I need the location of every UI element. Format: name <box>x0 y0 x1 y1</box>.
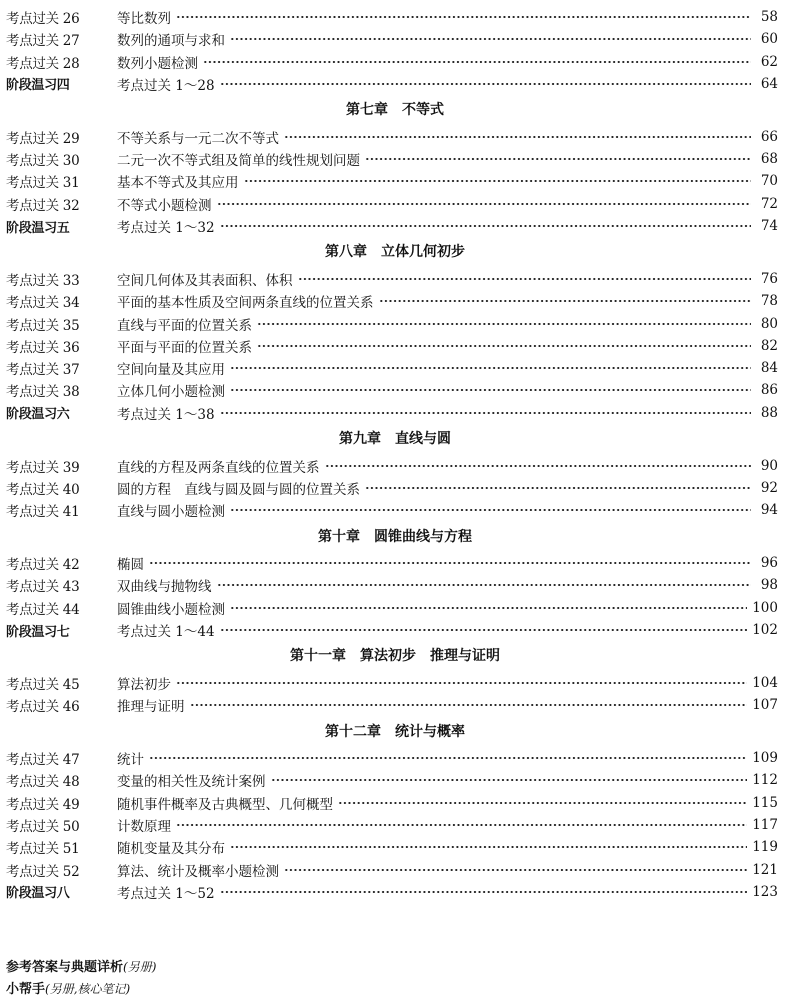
entry-label: 阶段温习五 <box>6 220 70 236</box>
review-entry[interactable] <box>6 74 778 94</box>
toc-entry[interactable] <box>6 380 778 400</box>
entry-title: 考点过关 1～32 <box>117 220 215 236</box>
entry-label: 考点过关 52 <box>6 863 80 880</box>
entry-page-number: 100 <box>752 599 778 616</box>
dot-leader <box>284 136 751 138</box>
entry-page-number: 94 <box>760 502 778 519</box>
entry-title: 考点过关 1～52 <box>117 885 215 902</box>
entry-title: 立体几何小题检测 <box>117 384 225 401</box>
entry-page-number: 117 <box>752 817 778 833</box>
chapter-heading: 第七章 不等式 <box>346 102 444 119</box>
dot-leader <box>271 779 748 781</box>
entry-label: 考点过关 38 <box>6 384 80 401</box>
dot-leader <box>379 300 752 302</box>
toc-entry[interactable] <box>6 194 778 214</box>
entry-label: 考点过关 47 <box>6 752 80 769</box>
entry-label: 考点过关 28 <box>6 55 80 72</box>
entry-title: 空间向量及其应用 <box>117 362 225 379</box>
entry-label: 考点过关 27 <box>6 33 80 50</box>
dot-leader <box>217 203 752 205</box>
toc-entry[interactable] <box>6 149 778 169</box>
entry-page-number: 74 <box>760 218 778 234</box>
entry-page-number: 66 <box>760 128 778 145</box>
toc-entry[interactable] <box>6 29 778 49</box>
dot-leader <box>220 891 748 893</box>
dot-leader <box>149 757 747 759</box>
entry-page-number: 58 <box>760 9 778 25</box>
toc-entry[interactable] <box>6 575 778 595</box>
dot-leader <box>220 83 751 85</box>
dot-leader <box>257 323 751 325</box>
entry-label: 考点过关 26 <box>6 11 80 27</box>
dot-leader <box>230 846 747 848</box>
entry-label: 考点过关 36 <box>6 339 80 356</box>
entry-label: 考点过关 39 <box>6 459 80 476</box>
dot-leader <box>338 802 747 804</box>
entry-title: 变量的相关性及统计案例 <box>117 774 266 791</box>
toc-entry[interactable] <box>6 52 778 72</box>
dot-leader <box>190 704 748 706</box>
entry-label: 阶段温习四 <box>6 78 70 94</box>
entry-title: 算法初步 <box>117 676 171 693</box>
dot-leader <box>365 487 751 489</box>
entry-label: 阶段温习八 <box>6 886 70 902</box>
entry-title: 不等式小题检测 <box>117 197 212 214</box>
toc-entry[interactable] <box>6 770 778 790</box>
entry-page-number: 98 <box>760 577 778 594</box>
dot-leader <box>257 345 751 347</box>
dot-leader <box>149 562 751 564</box>
entry-page-number: 84 <box>760 360 778 377</box>
answers-note <box>6 958 156 976</box>
dot-leader <box>365 158 751 160</box>
dot-leader <box>230 607 747 609</box>
entry-page-number: 76 <box>760 270 778 287</box>
entry-label: 考点过关 30 <box>6 153 80 170</box>
entry-page-number: 78 <box>760 293 778 310</box>
dot-leader <box>176 682 747 684</box>
entry-page-number: 115 <box>752 794 778 811</box>
dot-leader <box>230 389 751 391</box>
toc-entry[interactable] <box>6 7 778 27</box>
dot-leader <box>230 509 751 511</box>
entry-title: 直线与圆小题检测 <box>117 504 225 521</box>
entry-label: 考点过关 46 <box>6 699 80 716</box>
footer-title: 小帮手 <box>6 982 46 997</box>
dot-leader <box>230 367 751 369</box>
entry-title: 双曲线与抛物线 <box>117 579 212 596</box>
entry-page-number: 88 <box>760 404 778 421</box>
entry-page-number: 96 <box>760 555 778 572</box>
toc-entry[interactable] <box>6 269 778 289</box>
review-entry[interactable] <box>6 882 778 902</box>
entry-label: 考点过关 29 <box>6 130 80 147</box>
entry-page-number: 119 <box>752 839 778 856</box>
entry-label: 考点过关 42 <box>6 557 80 574</box>
entry-title: 椭圆 <box>117 557 144 574</box>
entry-title: 直线的方程及两条直线的位置关系 <box>117 459 320 476</box>
dot-leader <box>176 16 751 18</box>
dot-leader <box>217 584 752 586</box>
entry-page-number: 68 <box>760 151 778 168</box>
toc-entry[interactable] <box>6 314 778 334</box>
entry-label: 考点过关 35 <box>6 317 80 334</box>
toc-entry[interactable] <box>6 456 778 476</box>
entry-title: 考点过关 1～28 <box>117 77 215 94</box>
entry-title: 推理与证明 <box>117 699 185 716</box>
entry-title: 算法、统计及概率小题检测 <box>117 863 279 880</box>
entry-title: 随机事件概率及古典概型、几何概型 <box>117 796 333 813</box>
entry-page-number: 112 <box>752 772 778 789</box>
entry-title: 空间几何体及其表面积、体积 <box>117 272 293 289</box>
entry-title: 基本不等式及其应用 <box>117 175 239 192</box>
dot-leader <box>220 412 751 414</box>
entry-label: 考点过关 51 <box>6 841 80 858</box>
dot-leader <box>220 225 751 227</box>
dot-leader <box>176 824 747 826</box>
entry-page-number: 109 <box>752 750 778 767</box>
entry-page-number: 121 <box>752 861 778 878</box>
entry-title: 圆的方程 直线与圆及圆与圆的位置关系 <box>117 481 360 498</box>
review-entry[interactable] <box>6 216 778 236</box>
toc-entry[interactable] <box>6 171 778 191</box>
entry-label: 考点过关 44 <box>6 601 80 618</box>
entry-label: 考点过关 40 <box>6 481 80 498</box>
dot-leader <box>230 38 751 40</box>
entry-title: 二元一次不等式组及简单的线性规划问题 <box>117 153 360 170</box>
entry-title: 随机变量及其分布 <box>117 841 225 858</box>
footer-title: 参考答案与典题详析 <box>6 960 124 975</box>
footer-note: (另册) <box>123 960 157 974</box>
entry-title: 圆锥曲线小题检测 <box>117 601 225 618</box>
entry-page-number: 104 <box>752 674 778 691</box>
entry-label: 考点过关 37 <box>6 362 80 379</box>
entry-page-number: 86 <box>760 382 778 399</box>
toc-entry[interactable] <box>6 860 778 880</box>
chapter-heading: 第十一章 算法初步 推理与证明 <box>290 648 500 665</box>
entry-label: 阶段温习七 <box>6 624 70 640</box>
dot-leader <box>284 869 747 871</box>
entry-page-number: 123 <box>752 883 778 900</box>
entry-label: 考点过关 45 <box>6 676 80 693</box>
entry-title: 等比数列 <box>117 11 171 27</box>
toc-entry[interactable] <box>6 553 778 573</box>
toc-entry[interactable] <box>6 815 778 835</box>
entry-label: 考点过关 43 <box>6 579 80 596</box>
dot-leader <box>220 629 748 631</box>
dot-leader <box>203 61 751 63</box>
entry-title: 直线与平面的位置关系 <box>117 317 252 334</box>
toc-entry[interactable] <box>6 598 778 618</box>
toc-entry[interactable] <box>6 478 778 498</box>
entry-label: 考点过关 48 <box>6 774 80 791</box>
toc-entry[interactable] <box>6 695 778 715</box>
chapter-heading: 第十章 圆锥曲线与方程 <box>318 528 472 545</box>
entry-label: 考点过关 34 <box>6 295 80 312</box>
helper-note <box>6 980 130 998</box>
toc-entry[interactable] <box>6 291 778 311</box>
review-entry[interactable] <box>6 620 778 640</box>
chapter-heading: 第十二章 统计与概率 <box>325 723 465 740</box>
dot-leader <box>325 465 752 467</box>
entry-page-number: 102 <box>752 622 778 638</box>
entry-label: 阶段温习六 <box>6 407 70 423</box>
toc-entry[interactable] <box>6 748 778 768</box>
chapter-heading: 第九章 直线与圆 <box>339 431 451 447</box>
toc-entry[interactable] <box>6 837 778 857</box>
entry-title: 数列的通项与求和 <box>117 33 225 50</box>
toc-entry[interactable] <box>6 358 778 378</box>
entry-page-number: 70 <box>760 173 778 190</box>
review-entry[interactable] <box>6 403 778 423</box>
entry-page-number: 72 <box>760 195 778 212</box>
entry-title: 考点过关 1～44 <box>117 624 215 640</box>
entry-title: 不等关系与一元二次不等式 <box>117 130 279 147</box>
entry-title: 数列小题检测 <box>117 55 198 72</box>
toc-entry[interactable] <box>6 793 778 813</box>
entry-label: 考点过关 31 <box>6 175 80 192</box>
footer-note: (另册,核心笔记) <box>45 982 131 996</box>
entry-page-number: 82 <box>760 337 778 354</box>
entry-page-number: 92 <box>760 479 778 496</box>
chapter-heading: 第八章 立体几何初步 <box>325 244 465 261</box>
entry-page-number: 60 <box>760 31 778 48</box>
toc-entry[interactable] <box>6 127 778 147</box>
entry-page-number: 90 <box>760 457 778 474</box>
entry-title: 平面的基本性质及空间两条直线的位置关系 <box>117 295 374 312</box>
entry-page-number: 80 <box>760 315 778 332</box>
entry-title: 计数原理 <box>117 819 171 835</box>
entry-page-number: 64 <box>760 75 778 92</box>
entry-page-number: 62 <box>760 53 778 70</box>
toc-entry[interactable] <box>6 336 778 356</box>
entry-label: 考点过关 50 <box>6 819 80 835</box>
entry-label: 考点过关 41 <box>6 504 80 521</box>
entry-title: 考点过关 1～38 <box>117 406 215 423</box>
entry-title: 平面与平面的位置关系 <box>117 339 252 356</box>
toc-entry[interactable] <box>6 673 778 693</box>
entry-label: 考点过关 49 <box>6 796 80 813</box>
entry-title: 统计 <box>117 752 144 769</box>
toc-entry[interactable] <box>6 500 778 520</box>
entry-label: 考点过关 33 <box>6 272 80 289</box>
entry-label: 考点过关 32 <box>6 197 80 214</box>
dot-leader <box>244 180 752 182</box>
dot-leader <box>298 278 752 280</box>
entry-page-number: 107 <box>752 697 778 714</box>
